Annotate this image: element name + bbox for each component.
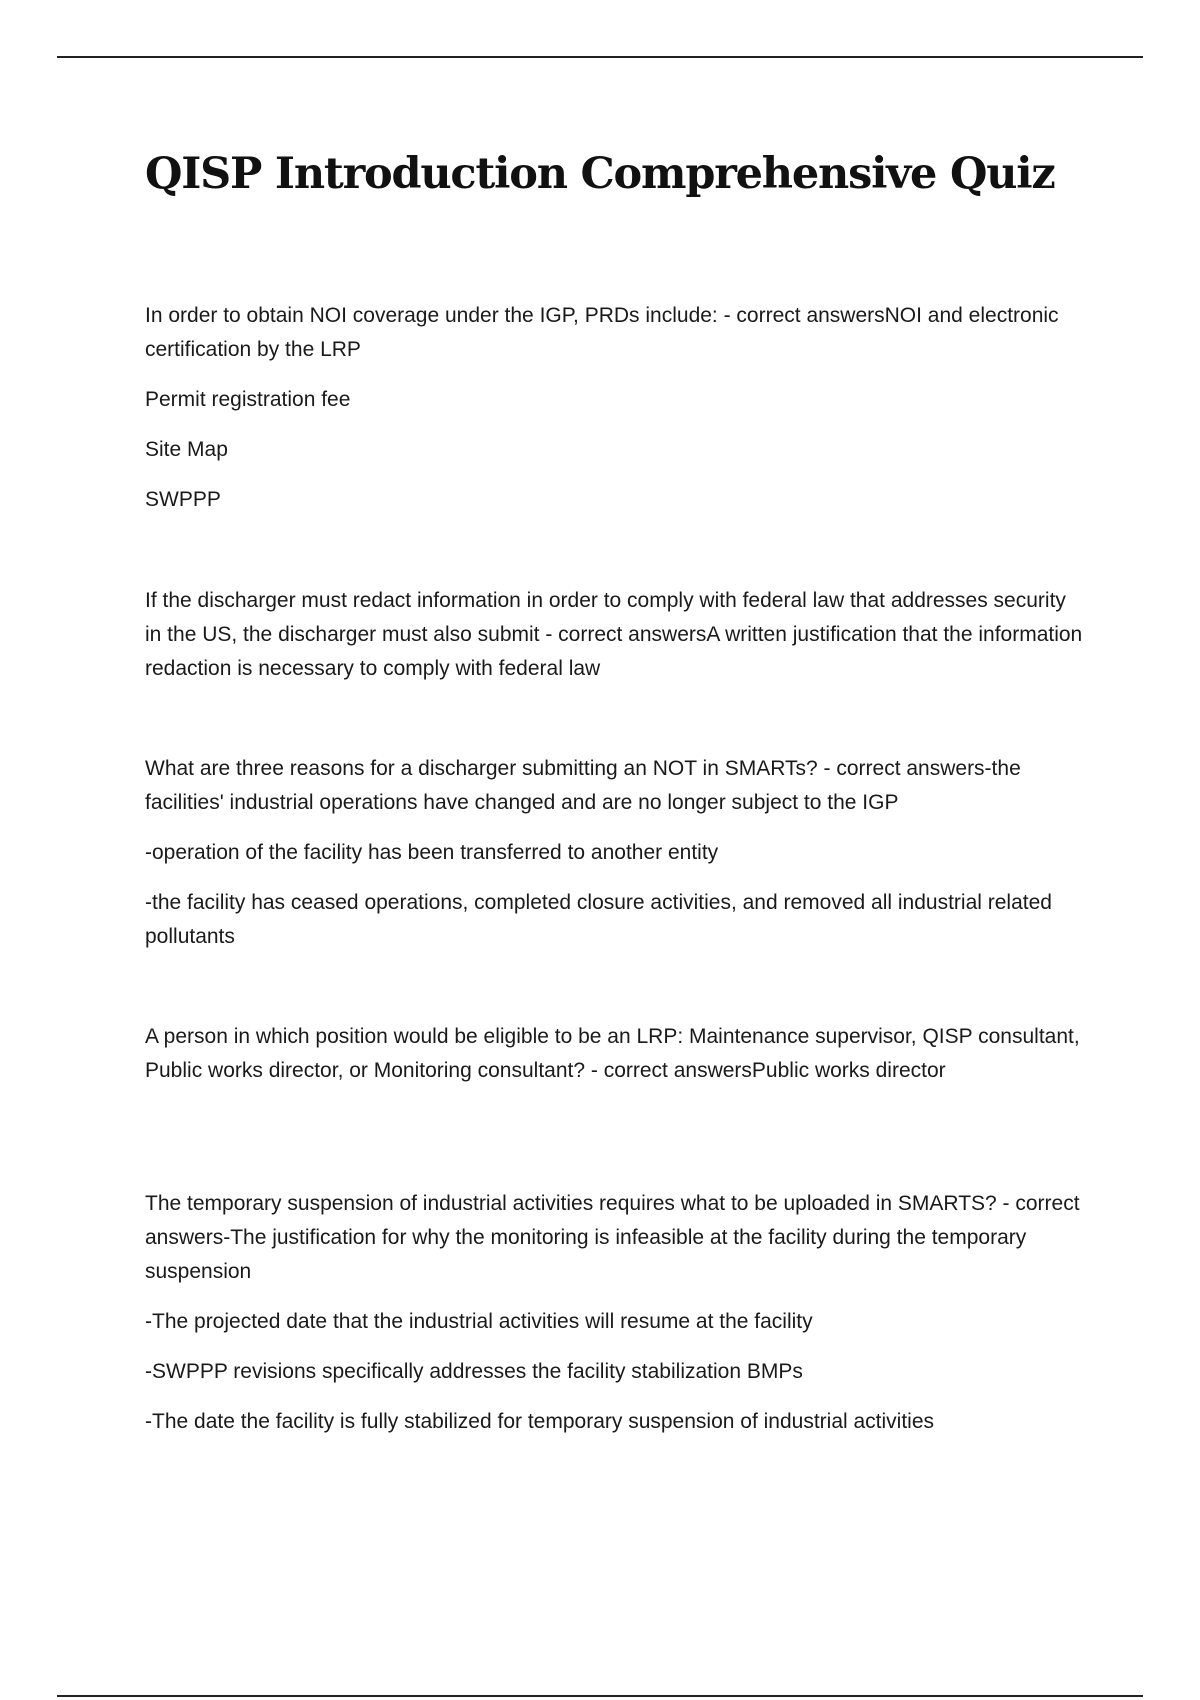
- answer-line: -operation of the facility has been transferred to another entity: [145, 841, 719, 864]
- top-rule: [57, 56, 1143, 58]
- question-block-4: [145, 1020, 1085, 1104]
- question-text: If the discharger must redact information in order to comply with federal law that addresses security in the US, the discharger must also submit - correct answersA written justification that the information redaction is necessary to comply with federal law: [145, 589, 1083, 680]
- bottom-rule: [57, 1695, 1143, 1697]
- answer-line: -the facility has ceased operations, completed closure activities, and removed all industrial related pollutants: [145, 891, 1052, 948]
- question-text: In order to obtain NOI coverage under the IGP, PRDs include: - correct answersNOI and electronic certification by the LRP: [145, 304, 1059, 361]
- question-text: A person in which position would be eligible to be an LRP: Maintenance supervisor, QISP consultant, Public works director, or Monitoring consultant? - correct answersPublic works director: [145, 1025, 1080, 1082]
- answer-line: -The projected date that the industrial activities will resume at the facility: [145, 1310, 813, 1333]
- question-text: What are three reasons for a discharger submitting an NOT in SMARTs? - correct answers-the facilities' industrial operations have changed and are no longer subject to the IGP: [145, 757, 1021, 814]
- answer-line: Permit registration fee: [145, 388, 351, 411]
- question-block-1: [145, 299, 1085, 533]
- answer-line: -SWPPP revisions specifically addresses the facility stabilization BMPs: [145, 1360, 803, 1383]
- question-block-5: [145, 1187, 1085, 1455]
- question-block-3: [145, 752, 1085, 970]
- answer-line: -The date the facility is fully stabilized for temporary suspension of industrial activities: [145, 1410, 935, 1433]
- question-block-2: [145, 584, 1085, 702]
- answer-line: SWPPP: [145, 488, 221, 511]
- question-text: The temporary suspension of industrial activities requires what to be uploaded in SMARTS? - correct answers-The justification for why the monitoring is infeasible at the facility during the temporary suspension: [145, 1192, 1080, 1283]
- answer-line: Site Map: [145, 438, 228, 461]
- page-title: QISP Introduction Comprehensive Quiz: [145, 149, 1055, 199]
